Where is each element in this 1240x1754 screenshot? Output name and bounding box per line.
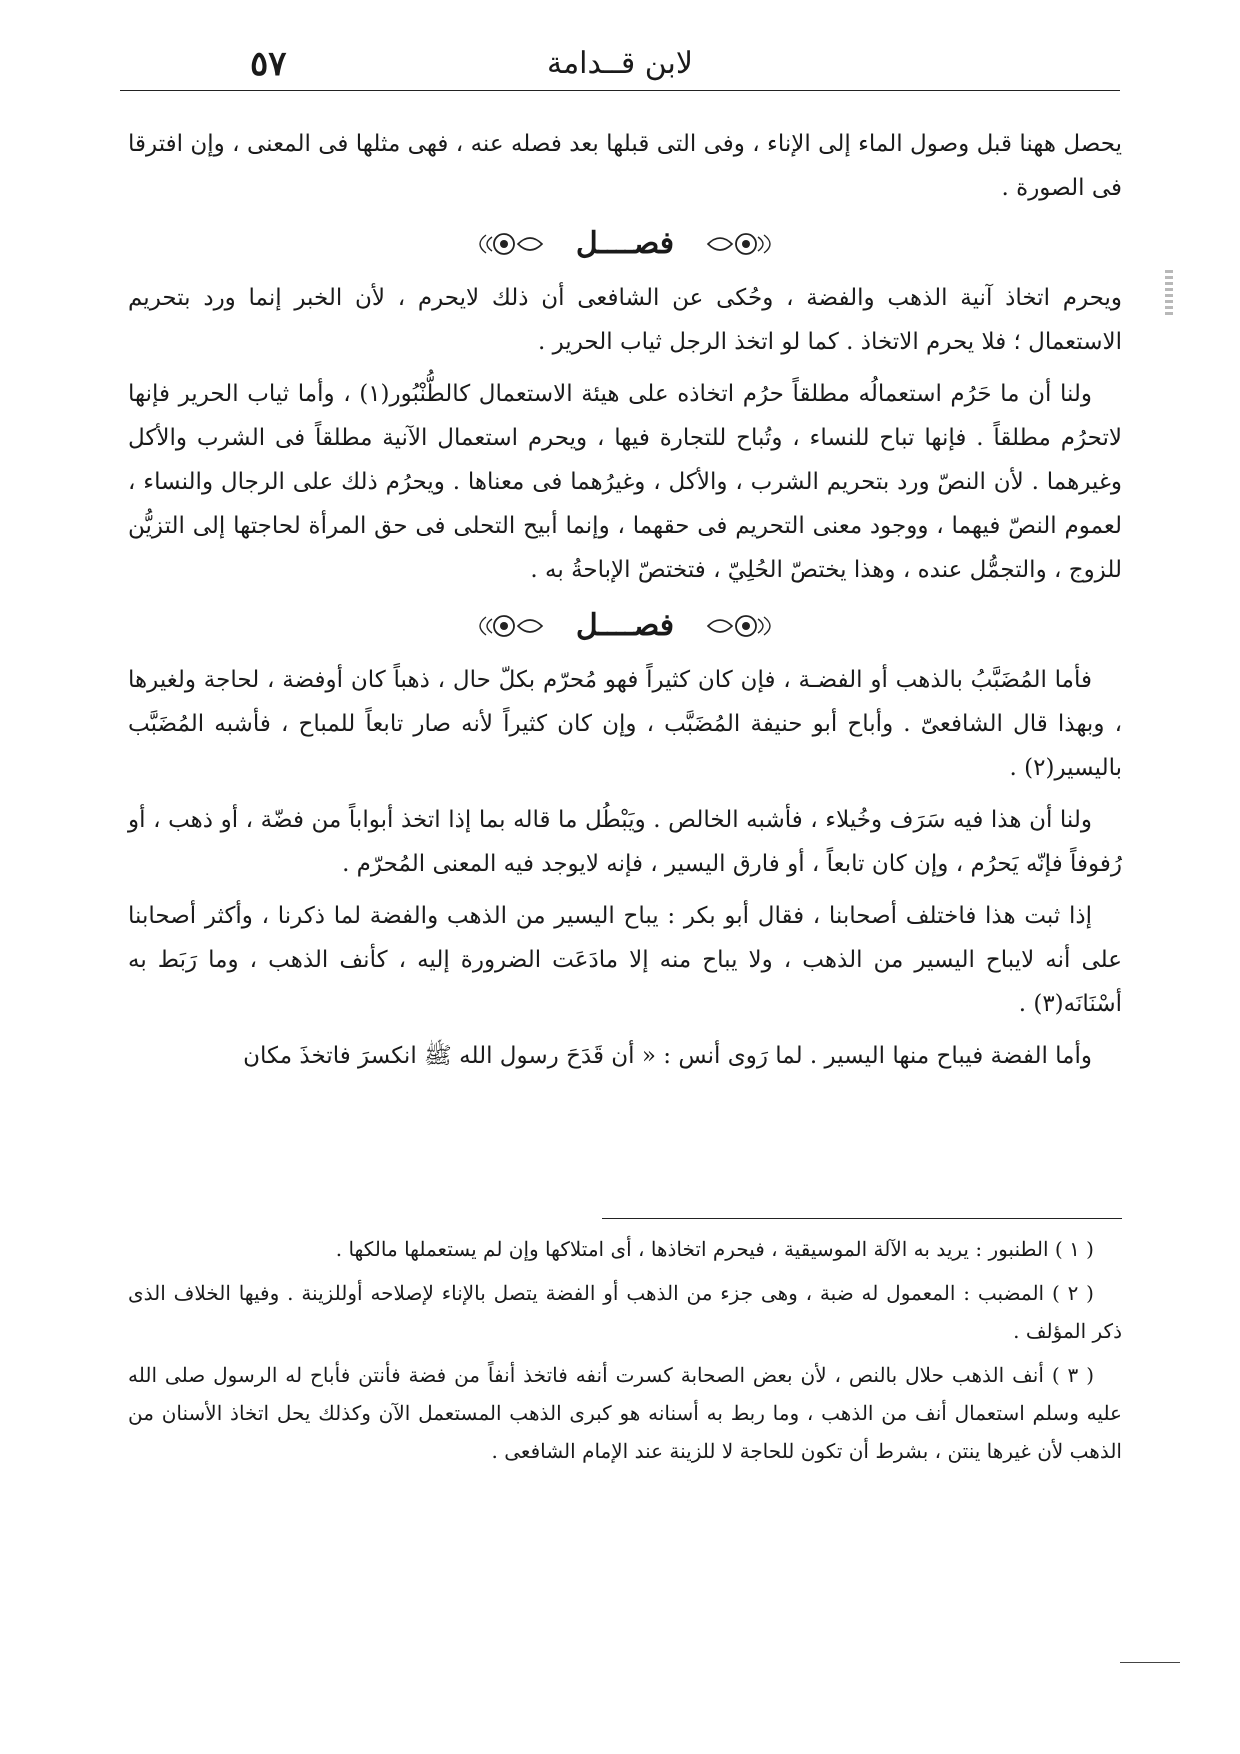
footnote-1: ( ١ ) الطنبور : يريد به الآلة الموسيقية ، فيحرم اتخاذها ، أى امتلاكها وإن لم يستعملها مالكها . [335,1237,1094,1261]
paragraph-1: يحصل ههنا قبل وصول الماء إلى الإناء ، وفى التى قبلها بعد فصله عنه ، فهى مثلها فى المعنى ، وإن افترقا فى الصورة . [128,131,1122,201]
paragraph-6: إذا ثبت هذا فاختلف أصحابنا ، فقال أبو بكر : يباح اليسير من الذهب والفضة لما ذكرنا ، وأكثر أصحابنا على أنه لايباح اليسير من الذهب ، ولا يباح منه إلا مادَعَت الضرورة إليه ، كأنف الذهب ، وما رَبَط به أسْنَانَه(٣) . [128,903,1122,1017]
floral-ornament-icon [470,227,544,261]
running-head [120,40,1120,91]
running-title: لابن قــدامة [547,46,693,81]
footnote-2: ( ٢ ) المضبب : المعمول له ضبة ، وهى جزء من الذهب أو الفضة يتصل بالإناء لإصلاحه أوللزينة . وفيها الخلاف الذى ذكر المؤلف . [128,1281,1122,1343]
paragraph-7: وأما الفضة فيباح منها اليسير . لما رَوى أنس : « أن قَدَحَ رسول الله ﷺ انكسرَ فاتخذَ مكان [243,1043,1092,1069]
page-number: ٥٧ [250,44,287,84]
floral-ornament-icon [706,227,780,261]
footnotes [128,1230,1122,1476]
bottom-divider [1120,1662,1180,1663]
paragraph-5: ولنا أن هذا فيه سَرَف وخُيلاء ، فأشبه الخالص . ويَبْطُل ما قاله بما إذا اتخذ أبواباً من فضّة ، أو ذهب ، أو رُفوفاً فإنّه يَحرُم ، وإن كان تابعاً ، أو فارق اليسير ، فإنه لايوجد فيه المعنى المُحرّم . [128,807,1122,877]
footnote-divider [602,1218,1122,1219]
section-heading-2 [128,600,1122,652]
paragraph-4: فأما المُضَبَّبُ بالذهب أو الفضـة ، فإن كان كثيراً فهو مُحرّم بكلّ حال ، ذهباً كان أوفضة ، لحاجة ولغيرها ، وبهذا قال الشافعىّ . وأباح أبو حنيفة المُضَبَّب ، وإن كان كثيراً لأنه صار تابعاً للمباح ، فأشبه المُضَبَّب باليسير(٢) . [128,667,1122,781]
section-title: فصــــل [575,226,675,261]
floral-ornament-icon [706,609,780,643]
paragraph-3: ولنا أن ما حَرُم استعمالُه مطلقاً حرُم اتخاذه على هيئة الاستعمال كالطُّنْبُور(١) ، وأما ثياب الحرير فإنها لاتحرُم مطلقاً . فإنها تباح للنساء ، وتُباح للتجارة فيها ، ويحرم استعمال الآنية مطلقاً فى الشرب والأكل وغيرهما . لأن النصّ ورد بتحريم الشرب ، والأكل ، وغيرُهما فى معناها . ويحرُم ذلك على الرجال والنساء ، لعموم النصّ فيهما ، ووجود معنى التحريم فى حقهما ، وإنما أبيح التحلى فى حق المرأة لحاجتها إلى التزيُّن للزوج ، والتجمُّل عنده ، وهذا يختصّ الحُلِيّ ، فتختصّ الإباحةُ به . [128,381,1122,583]
section-title: فصــــل [575,608,675,643]
footnote-3: ( ٣ ) أنف الذهب حلال بالنص ، لأن بعض الصحابة كسرت أنفه فاتخذ أنفاً من فضة فأنتن فأباح له الرسول صلى الله عليه وسلم استعمال أنف من الذهب ، وما ربط به أسنانه هو كبرى الذهب المستعمل الآن وكذلك يحل اتخاذ الأسنان من الذهب لأن غيرها ينتن ، بشرط أن تكون للحاجة لا للزينة عند الإمام الشافعى . [128,1363,1122,1463]
section-heading-1 [128,218,1122,270]
margin-mark [1165,270,1173,316]
main-text [128,122,1122,1086]
floral-ornament-icon [470,609,544,643]
paragraph-2: ويحرم اتخاذ آنية الذهب والفضة ، وحُكى عن الشافعى أن ذلك لايحرم ، لأن الخبر إنما ورد بتحريم الاستعمال ؛ فلا يحرم الاتخاذ . كما لو اتخذ الرجل ثياب الحرير . [128,285,1122,355]
